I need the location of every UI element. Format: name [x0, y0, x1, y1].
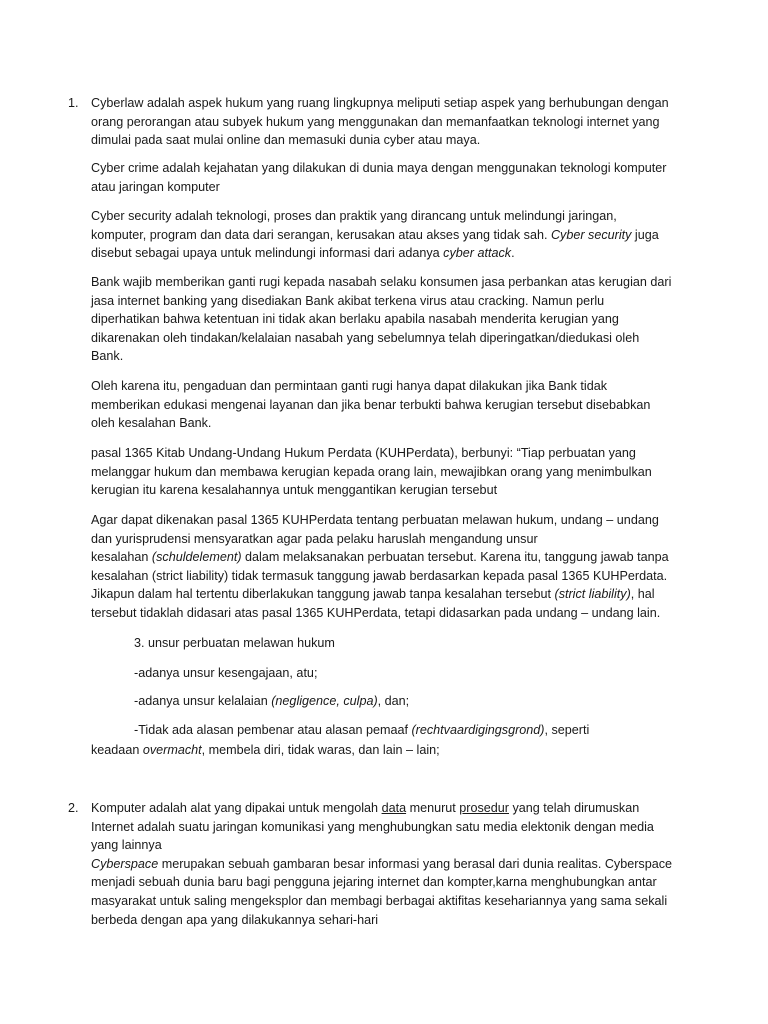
text-line: Cyber security adalah teknologi, proses dan praktik yang dirancang untuk melindungi jaringan, — [91, 209, 617, 223]
text-line: masyarakat untuk saling mengeksplor dan membagi berbagai aktifitas kesehariannya yang sama sekali — [91, 893, 668, 908]
italic-term: (strict liability) — [554, 587, 631, 602]
text-line — [91, 244, 671, 263]
text-run: menurut — [406, 801, 460, 815]
text-line — [91, 226, 671, 245]
italic-term: Cyber security — [550, 227, 632, 242]
text-run: juga — [631, 227, 659, 242]
text-run: merupakan sebuah gambaran besar informasi yang berasal dari dunia realitas. Cyberspace — [158, 856, 673, 871]
text-run: Jikapun dalam hal tertentu diberlakukan tanggung jawab tanpa kesalahan tersebut — [91, 587, 555, 602]
text-line: Oleh karena itu, pengaduan dan permintaan ganti rugi hanya dapat dilakukan jika Bank tidak — [91, 379, 607, 393]
list-number-1: 1. — [68, 96, 79, 110]
text-line: tersebut tidaklah didasari atas pasal 1365 KUHPerdata, tetapi didasarkan pada undang – undang lain. — [91, 605, 661, 620]
text-line: Bank. — [91, 349, 124, 364]
text-line: menjadi sebuah dunia baru bagi pengguna jejaring internet dan kompter,karna menghubungkan antar — [91, 875, 657, 890]
text-line — [91, 548, 676, 567]
paragraph-bank-ganti-rugi — [91, 273, 671, 366]
italic-term: (schuldelement) — [151, 550, 242, 565]
unsur-item-3-continuation — [91, 741, 671, 760]
text-run: komputer, program dan data dari serangan, kerusakan atau akses yang tidak sah. — [91, 227, 551, 242]
text-line: diperhatikan bahwa ketentuan ini tidak akan berlaku apabila nasabah menderita kerugian yang — [91, 312, 619, 327]
link-data[interactable]: data — [381, 801, 407, 815]
text-run: , hal — [630, 587, 655, 602]
paragraph-strict-liability — [91, 511, 676, 623]
text-line — [91, 799, 676, 818]
italic-term: (negligence, culpa) — [271, 694, 378, 708]
paragraph-pengaduan — [91, 377, 671, 433]
text-line: orang perorangan atau subyek hukum yang menggunakan dan memanfaatkan teknologi internet yang — [91, 114, 660, 129]
text-line: pasal 1365 Kitab Undang-Undang Hukum Perdata (KUHPerdata), berbunyi: “Tiap perbuatan yang — [91, 446, 636, 460]
text-line: Bank wajib memberikan ganti rugi kepada nasabah selaku konsumen jasa perbankan atas kerugian dari — [91, 275, 672, 289]
text-run: dalam melaksanakan perbuatan tersebut. Karena itu, tanggung jawab tanpa — [241, 550, 669, 565]
italic-term: (rechtvaardigingsgrond) — [411, 723, 545, 737]
text-run: kesalahan — [91, 550, 152, 565]
italic-term: cyber attack — [443, 246, 512, 261]
unsur-heading: 3. unsur perbuatan melawan hukum — [134, 636, 335, 650]
text-run: disebut sebagai upaya untuk melindungi informasi dari adanya — [91, 246, 444, 261]
text-line: Cyber crime adalah kejahatan yang dilakukan di dunia maya dengan menggunakan teknologi komputer — [91, 161, 667, 175]
paragraph-cyber-crime — [91, 159, 671, 196]
text-line: Internet adalah suatu jaringan komunikasi yang menghubungkan satu media elektonik dengan media — [91, 819, 654, 834]
paragraph-section-2 — [91, 799, 676, 929]
text-line: atau jaringan komputer — [91, 179, 220, 194]
italic-term: overmacht — [142, 743, 202, 757]
text-line: kesalahan (strict liability) tidak termasuk tanggung jawab berdasarkan kepada pasal 1365 KUHPerdata. — [91, 568, 668, 583]
text-line: dimulai pada saat mulai online dan memasuki dunia cyber atau maya. — [91, 133, 481, 148]
text-line: dan yurisprudensi mensyaratkan agar pada pelaku haruslah mengandung unsur — [91, 531, 538, 546]
italic-term: Cyberspace — [91, 856, 159, 871]
text-run: , membela diri, tidak waras, dan lain – lain; — [201, 743, 440, 757]
text-line: Cyberlaw adalah aspek hukum yang ruang lingkupnya meliputi setiap aspek yang berhubungan dengan — [91, 96, 669, 110]
link-prosedur[interactable]: prosedur — [459, 801, 509, 815]
paragraph-cyber-security — [91, 207, 671, 263]
text-run: yang telah dirumuskan — [509, 801, 640, 815]
text-line: berbeda dengan apa yang dilakukannya sehari-hari — [91, 912, 379, 927]
unsur-item-2 — [134, 692, 674, 711]
text-run: , dan; — [377, 694, 410, 708]
text-line: yang lainnya — [91, 838, 162, 853]
list-number-2: 2. — [68, 801, 79, 815]
text-line: oleh kesalahan Bank. — [91, 416, 212, 431]
paragraph-cyberlaw — [91, 94, 671, 150]
text-run: -adanya unsur kelalaian — [134, 694, 272, 708]
unsur-item-3 — [134, 721, 674, 740]
text-line: melanggar hukum dan membawa kerugian kepada orang lain, mewajibkan orang yang menimbulkan — [91, 464, 652, 479]
text-run: keadaan — [91, 743, 143, 757]
unsur-item-1: -adanya unsur kesengajaan, atu; — [134, 666, 318, 680]
text-line — [91, 585, 676, 604]
text-line: memberikan edukasi mengenai layanan dan jika benar terbukti bahwa kerugian tersebut disebabkan — [91, 397, 651, 412]
text-run: , seperti — [544, 723, 590, 737]
text-run: . — [511, 246, 515, 261]
text-line: Agar dapat dikenakan pasal 1365 KUHPerdata tentang perbuatan melawan hukum, undang – undang — [91, 513, 659, 527]
text-line — [91, 855, 676, 874]
text-run: -Tidak ada alasan pembenar atau alasan pemaaf — [134, 723, 412, 737]
paragraph-pasal-1365 — [91, 444, 671, 500]
text-line: kerugian itu karena kesalahannya untuk menggantikan kerugian tersebut — [91, 483, 498, 498]
text-run: Komputer adalah alat yang dipakai untuk mengolah — [91, 801, 382, 815]
text-line: dikarenakan oleh tindakan/kelalaian nasabah yang sebelumnya telah diperingatkan/diedukasi oleh — [91, 330, 640, 345]
text-line: jasa internet banking yang disediakan Bank akibat terkena virus atau cracking. Namun perlu — [91, 293, 605, 308]
